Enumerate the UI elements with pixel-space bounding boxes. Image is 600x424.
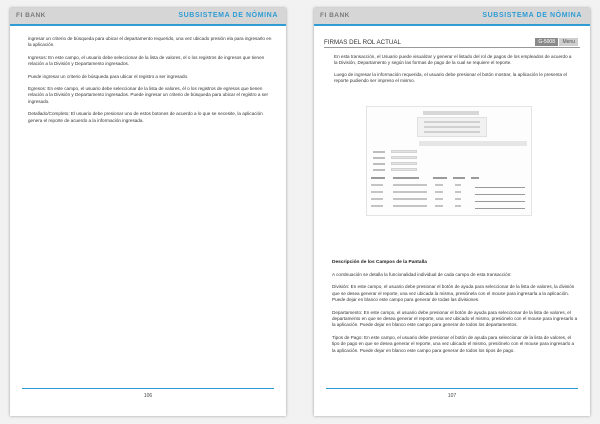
paragraph: A continuación se detalla la funcionalidad individual de cada campo de esta transacción: — [332, 272, 512, 277]
screenshot-filter-form — [417, 117, 487, 137]
page-header — [10, 8, 286, 26]
paragraph-detallado: Detallado/Completo: El usuario debe presionar uno de estos botones de acuerdo a lo que se necesite, la aplicación genera el reporte de acuerdo a la información ingresada. — [28, 111, 263, 123]
screenshot-field — [391, 168, 417, 171]
fields-description — [332, 260, 578, 360]
paragraph: ingresar un criterio de búsqueda para ubicar el departamento requerido, una vez ubicado presión ela para ingresarlo en la aplicación. — [28, 36, 272, 48]
brand-logo-text: FI BANK — [320, 12, 350, 19]
paragraph-division: División: En este campo, el usuario debe presionar el botón de ayuda para seleccionar de la lista de valores, la división que se desea generar el reporte, una vez ubicada la misma, presiónela con el mouse para ingresarla a la aplicación. Puede dejar en blanco este campo para generar de todas las divisiones. — [332, 284, 575, 303]
screenshot-label — [373, 169, 385, 171]
page-number: 106 — [143, 393, 153, 399]
paragraph: En esta transacción, el Usuario puede visualizar y generar el listado del rol de pagos de los empleados de acuerdo a la División, Departamento y según las formas de pago de la cual se requiere el reporte. — [334, 54, 572, 66]
page-106 — [10, 8, 286, 416]
subsystem-title: SUBSISTEMA DE NÓMINA — [178, 12, 278, 19]
screenshot-label — [373, 163, 385, 165]
screenshot-table-row — [371, 203, 525, 209]
page-footer — [314, 388, 590, 402]
menu-badge: Menu — [559, 38, 578, 46]
screenshot-table-header — [371, 175, 525, 181]
paragraph-ingresos: Ingresos: En este campo, el usuario debe seleccionar de la lista de valores, el o los registros de ingresos que tienen relación a la División y Departamento ingresados. — [28, 54, 265, 67]
subsystem-title: SUBSISTEMA DE NÓMINA — [482, 12, 582, 19]
transaction-code-badge: G-5008 — [535, 38, 558, 46]
page-107 — [314, 8, 590, 416]
paragraph-tipos-de-pago: Tipos de Pago: En este campo, el usuario debe presionar el botón de ayuda para seleccionar de la lista de valores, el tipo de pago en que se desea generar el reporte, una vez ubicado el mismo, presiónelo con el mouse para ingresarlo a la aplicación. Puede dejar en blanco este campo para generar de todos los tipos de pago. — [332, 334, 575, 353]
paragraph-departamento: Departamento: En este campo, el usuario debe presionar el botón de ayuda para seleccionar de la lista de valores, el departamento en que se desea generar el reporte, una vez ubicado el mismo, presiónelo con el mouse para ingresarlo a la aplicación. Puede dejar en blanco este campo para generar de todos los departamentos. — [332, 309, 578, 328]
screenshot-table-row — [371, 182, 525, 188]
section-bar — [324, 38, 580, 48]
screenshot-label — [373, 151, 385, 153]
page-header — [314, 8, 590, 26]
header-divider — [10, 24, 286, 26]
paragraph: Puede ingresar un criterio de búsqueda para ubicar el registro a ser ingresado. — [28, 73, 189, 79]
page-footer — [10, 388, 286, 402]
screenshot-field — [391, 162, 417, 165]
header-divider — [314, 24, 590, 26]
brand-logo-text: FI BANK — [16, 12, 46, 19]
screenshot-table-row — [371, 196, 525, 202]
screenshot-field — [391, 150, 417, 153]
section-title: FIRMAS DEL ROL ACTUAL — [324, 39, 401, 46]
page-number: 107 — [447, 393, 457, 399]
fields-heading: Descripción de los Campos de la Pantalla — [332, 260, 427, 265]
footer-divider — [22, 388, 274, 389]
footer-divider — [326, 388, 578, 389]
paragraph-egresos: Egresos: En este campo, el usuario debe seleccionar de la lista de valores, él o los registros de egresos que tienen relación a la División y Departamento ingresados. Puede ingresar un criterio de búsqueda para ubicar el registro a ser ingresado. — [28, 86, 269, 104]
section-intro — [314, 48, 590, 85]
screenshot-field — [391, 156, 417, 159]
screenshot-label — [373, 157, 385, 159]
page-body — [10, 26, 286, 124]
report-screenshot-image — [366, 106, 532, 216]
paragraph: Luego de ingresar la información requerida, el usuario debe presionar el botón mostrar, la aplicación le presenta el reporte pudiendo ser impreso el mismo. — [334, 71, 567, 84]
screenshot-report-header — [419, 141, 527, 146]
screenshot-window-title — [423, 111, 479, 115]
screenshot-table-row — [371, 189, 525, 195]
